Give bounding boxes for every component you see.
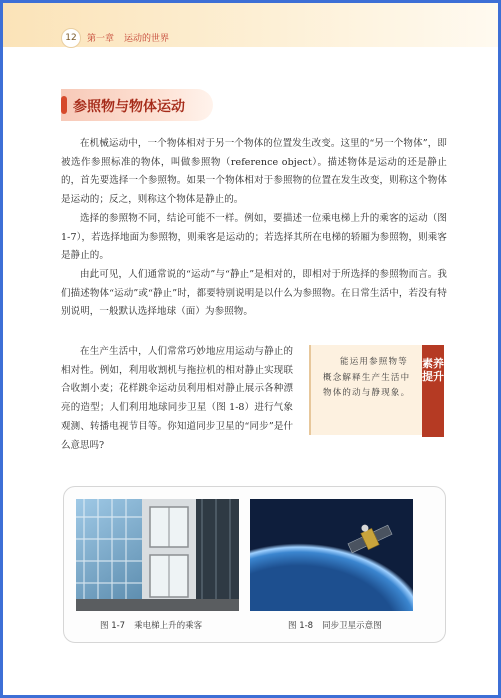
satellite-illustration: [250, 499, 413, 611]
page-number: 12: [61, 28, 81, 48]
sidebar-tag: 素养提升: [422, 345, 444, 437]
sidebar-note: [309, 345, 424, 435]
body-text-left-column: [61, 343, 293, 455]
figure-caption-text-2: 同步卫星示意图: [322, 621, 382, 631]
chapter-heading: [87, 31, 169, 44]
figure-caption-text-1: 乘电梯上升的乘客: [134, 621, 203, 631]
satellite-photo: [250, 499, 413, 611]
figure-number-2: 图 1-8: [288, 621, 314, 631]
elevator-illustration: [76, 499, 239, 611]
section-title: 参照物与物体运动: [73, 99, 185, 115]
chapter-label: 第一章: [87, 34, 115, 44]
paragraph-4: 在生产生活中，人们常常巧妙地应用运动与静止的相对性。例如，利用收割机与拖拉机的相对静止实现联合收割小麦；花样跳伞运动员利用相对静止展示各种漂亮的造型；人们利用地球同步卫星（图 1-8）进行气象观测、转播电视节目等。你知道同步卫星的“同步”是什么意思吗?: [61, 346, 293, 451]
chapter-title: 运动的世界: [124, 34, 170, 44]
section-heading: [61, 89, 213, 121]
section-marker: [61, 96, 67, 114]
paragraph-2: 选择的参照物不同，结论可能不一样。例如，要描述一位乘电梯上升的乘客的运动（图 1-7），若选择地面为参照物，则乘客是运动的；若选择其所在电梯的轿厢为参照物，则乘客是静止的。: [61, 212, 447, 262]
paragraph-3: 由此可见，人们通常说的“运动”与“静止”是相对的，即相对于所选择的参照物而言。我们描述物体“运动”或“静止”时，都要特别说明是以什么为参照物。在日常生活中，若没有特别说明，一般默认选择地球（面）为参照物。: [61, 268, 447, 318]
figure-number-1: 图 1-7: [100, 621, 126, 631]
figure-panel: [63, 486, 446, 643]
figure-caption-1: [100, 619, 202, 631]
paragraph-1: 在机械运动中，一个物体相对于另一个物体的位置发生改变。这里的“另一个物体”，即被选作参照标准的物体，叫做参照物（reference object）。描述物体是运动的还是静止的，首先要选择一个参照物。如果一个物体相对于参照物的位置在发生改变，则称这个物体是运动的；反之，则称这个物体是静止的。: [61, 138, 447, 206]
page-header: [3, 3, 498, 47]
body-text: [61, 135, 447, 322]
elevator-photo: [76, 499, 239, 611]
figure-caption-2: [288, 619, 382, 631]
sidebar-text: 能运用参照物等概念解释生产生活中物体的动与静现象。: [323, 357, 411, 398]
